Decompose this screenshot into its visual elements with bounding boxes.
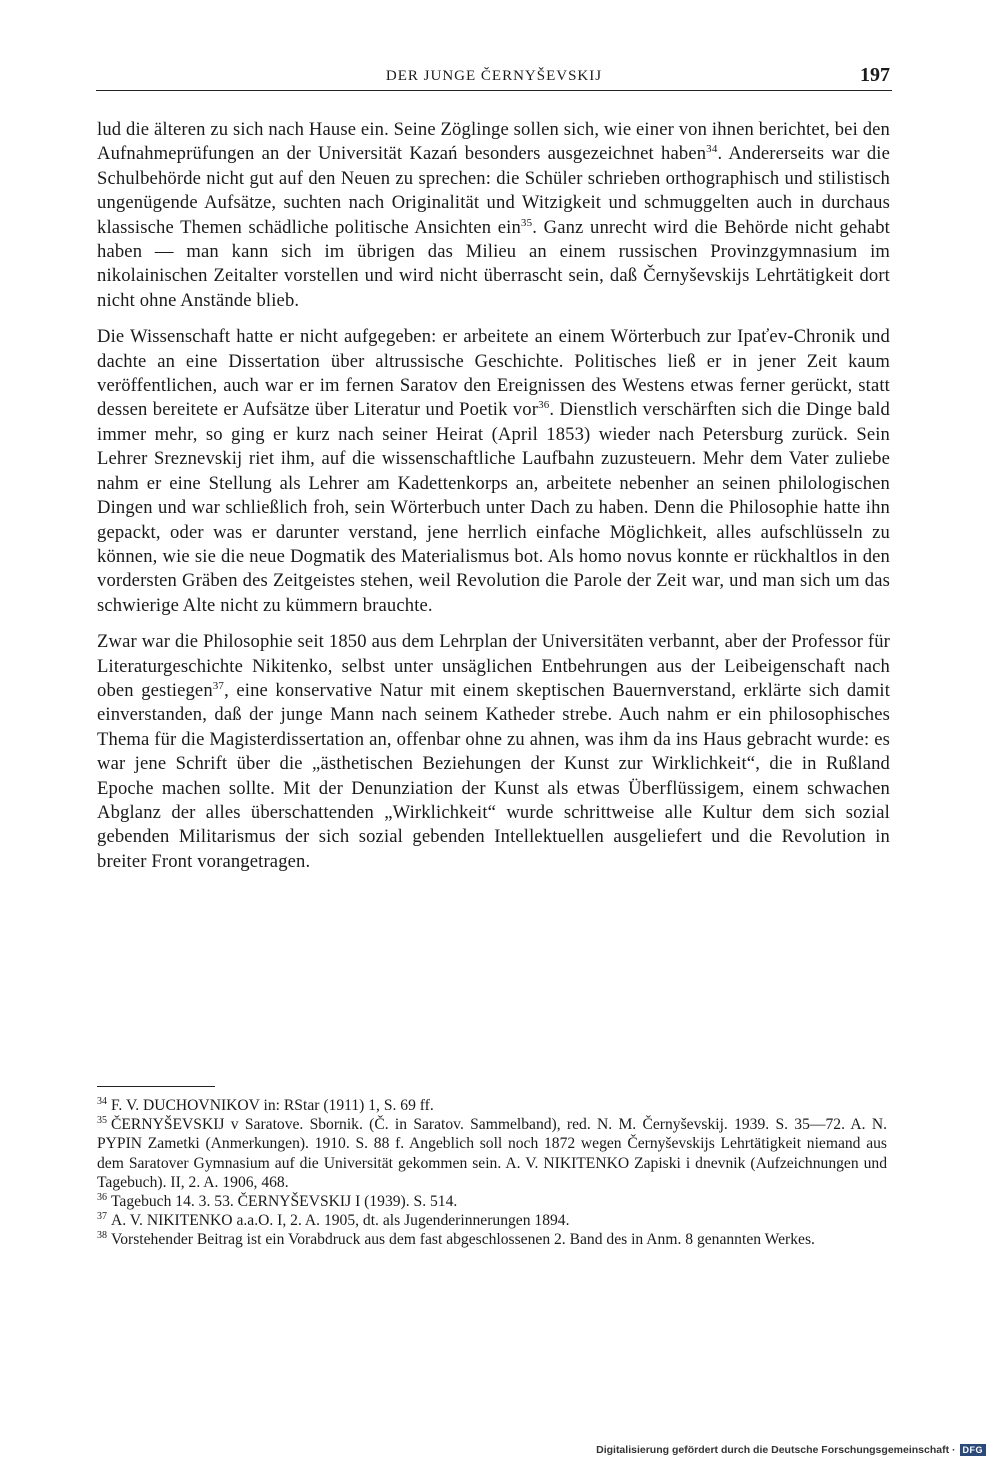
- footnote-number: 38: [97, 1230, 107, 1242]
- paragraph-text: . Dienstlich verschärften sich die Dinge bald immer mehr, so ging er kurz nach seiner Heirat (April 1853) wieder nach Petersburg zurück. Sein Lehrer Sreznevskij riet ihm, auf die wissenschaftliche Laufbahn zuzusteuern. Mehr dem Vater zuliebe nahm er eine Stellung als Lehrer am Kadettenkorps an, arbeitete nebenher an seinen philologischen Dingen und war schließlich froh, sein Wörterbuch unter Dach zu haben. Denn die Philosophie hatte ihn gepackt, oder was er darunter verstand, jene herrlich einfache Möglichkeit, alles aufschlüsseln zu können, wie sie die neue Dogmatik des Materialismus bot. Als homo novus konnte er rückhaltlos in den vordersten Gräben des Zeitgeistes stehen, weil Revolution die Parole der Zeit war, und man sich um das schwierige Alte nicht zu kümmern brauchte.: [97, 399, 890, 616]
- footnotes: [97, 1096, 887, 1250]
- footnote-text: Vorstehender Beitrag ist ein Vorabdruck aus dem fast abgeschlossenen 2. Band des in Anm. 8 genannten Werkes.: [111, 1231, 815, 1249]
- footnote-divider: [97, 1086, 215, 1087]
- footnote-reference[interactable]: 35: [520, 216, 533, 229]
- footnote-number: 35: [97, 1115, 107, 1127]
- footnote: [97, 1230, 887, 1249]
- running-title: DER JUNGE ČERNYŠEVSKIJ: [385, 68, 603, 84]
- footnote: [97, 1115, 887, 1192]
- footnote-number: 37: [97, 1211, 107, 1223]
- footnote-text: Tagebuch 14. 3. 53. ČERNYŠEVSKIJ I (1939). S. 514.: [111, 1193, 458, 1211]
- body-text: [97, 118, 890, 886]
- body-paragraph: [97, 630, 890, 874]
- footnote-number: 36: [97, 1191, 107, 1203]
- footnote-reference[interactable]: 37: [212, 679, 225, 692]
- footnote: [97, 1211, 887, 1230]
- running-head: [96, 64, 892, 91]
- paragraph-text: Die Wissenschaft hatte er nicht aufgegeben: er arbeitete an einem Wörterbuch zur Ipaťev-Chronik und dachte an eine Dissertation über altrussische Geschichte. Politisches ließ er in jener Zeit kaum veröffentlichen, auch war er im fernen Saratov den Ereignissen des Westens etwas ferner gerückt, statt dessen bereitete er Aufsätze über Literatur und Poetik vor: [97, 326, 890, 421]
- digitization-credit: [596, 1444, 986, 1456]
- footnote-text: F. V. DUCHOVNIKOV in: RStar (1911) 1, S. 69 ff.: [111, 1097, 434, 1114]
- footnote-reference[interactable]: 36: [538, 399, 550, 412]
- footnote: [97, 1192, 887, 1211]
- paragraph-text: . Ganz unrecht wird die Behörde nicht gehabt haben — man kann sich im übrigen das Milieu an einem russischen Provinzgymnasium im nikolainischen Zeitalter vorstellen und wird nicht überrascht sein, daß Černyševskijs Lehrtätigkeit dort nicht ohne Anstände blieb.: [97, 216, 890, 311]
- page-number: 197: [860, 64, 890, 86]
- footnote-text: A. V. NIKITENKO a.a.O. I, 2. A. 1905, dt. als Jugenderinnerungen 1894.: [111, 1212, 570, 1230]
- footnote-text: ČERNYŠEVSKIJ v Saratove. Sbornik. (Č. in Saratov. Sammelband), red. N. M. Černyševskij. 1939. S. 35—72. A. N. PYPIN Zametki (Anmerkungen). 1910. S. 88 f. Angeblich soll noch 1872 wegen Černyševskijs Lehrtätigkeit niemand aus dem Saratover Gymnasium auf die Universität gekommen sein. A. V. NIKITENKO Zapiski i dnevnik (Aufzeichnungen und Tagebuch). II, 2. A. 1906, 468.: [97, 1116, 887, 1191]
- footnote-reference[interactable]: 34: [706, 143, 718, 156]
- footnote-number: 34: [97, 1095, 107, 1107]
- credit-text: Digitalisierung gefördert durch die Deutsche Forschungsgemeinschaft ·: [596, 1444, 956, 1456]
- paragraph-text: Zwar war die Philosophie seit 1850 aus dem Lehrplan der Universitäten verbannt, aber der Professor für Literaturgeschichte Nikitenko, selbst unter unsäglichen Entbehrungen aus der Leibeigenschaft nach oben gestiegen: [97, 631, 890, 701]
- footnote: [97, 1096, 887, 1115]
- paragraph-text: lud die älteren zu sich nach Hause ein. Seine Zöglinge sollen sich, wie einer von ihnen berichtet, bei den Aufnahmeprüfungen an der Universität Kazań besonders ausgezeichnet haben: [97, 119, 890, 165]
- body-paragraph: [97, 325, 890, 618]
- dfg-logo: DFG: [960, 1444, 987, 1456]
- paragraph-text: . Andererseits war die Schulbehörde nicht gut auf den Neuen zu sprechen: die Schüler schrieben orthographisch und stilistisch ungenügende Aufsätze, suchten nach Originalität und Witzigkeit und schmuggelten auch in durchaus klassische Themen schädliche politische Ansichten ein: [97, 143, 890, 238]
- body-paragraph: [97, 118, 890, 313]
- paragraph-text: , eine konservative Natur mit einem skeptischen Bauernverstand, erklärte sich damit einverstanden, daß der junge Mann nach seinem Katheder strebe. Auch nahm er ein philosophisches Thema für die Magisterdissertation an, offenbar ohne zu ahnen, was ihm da ins Haus gebracht wurde: es war jene Schrift über die „ästhetischen Beziehungen der Kunst zur Wirklichkeit“, die in Rußland Epoche machen sollte. Mit der Denunziation der Kunst als etwas Überflüssigem, einem schwachen Abglanz der alles überschattenden „Wirklichkeit“ wurde schrittweise alle Kultur dem sich sozial gebenden Militarismus der sich sozial gebenden Intellektuellen ausgeliefert und die Revolution in breiter Front vorangetragen.: [97, 679, 891, 872]
